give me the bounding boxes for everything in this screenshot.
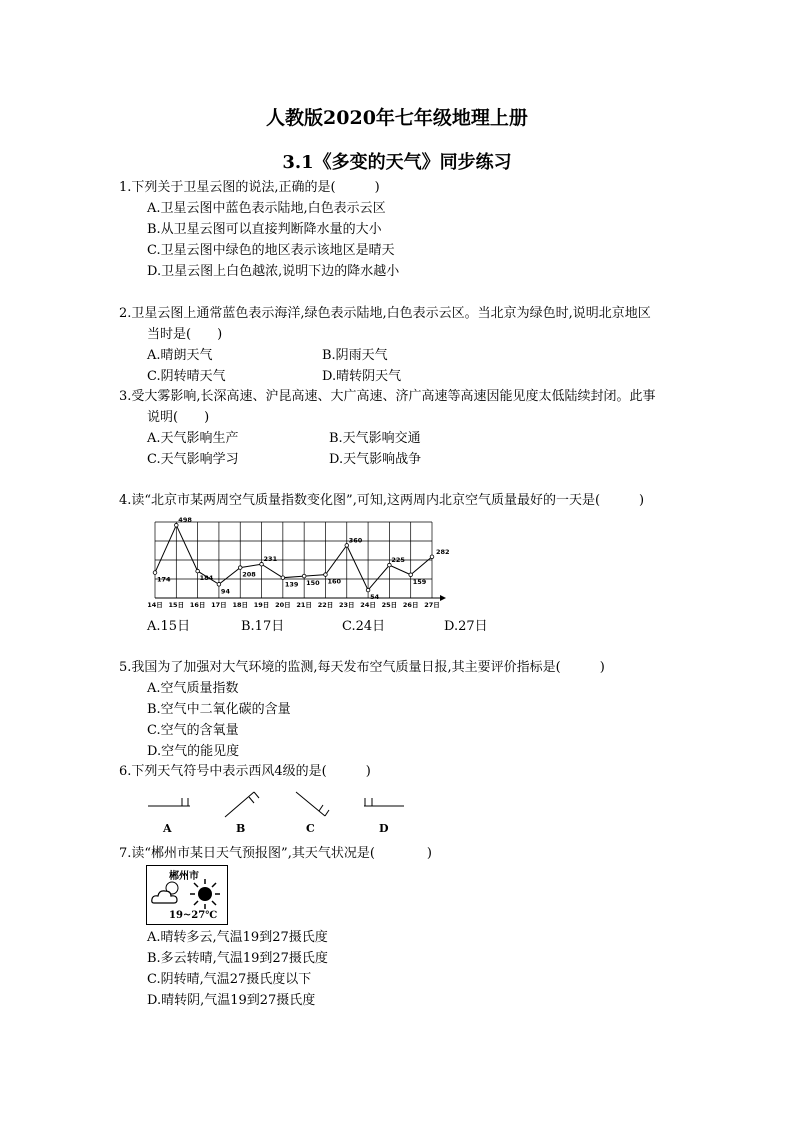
q1-option-b[interactable]: B.从卫星云图可以直接判断降水量的大小: [147, 222, 382, 237]
data-value-label: 208: [242, 570, 256, 579]
q1-option-c[interactable]: C.卫星云图中绿色的地区表示该地区是晴天: [147, 243, 395, 258]
data-point: [409, 573, 413, 577]
cloud-sun-icon: [150, 879, 184, 907]
x-tick-label: 23日: [338, 601, 355, 609]
data-value-label: 225: [391, 556, 405, 565]
data-value-label: 54: [370, 593, 380, 602]
x-tick-label: 17日: [211, 601, 227, 609]
x-tick-label: 19日: [253, 601, 270, 609]
q1-option-d[interactable]: D.卫星云图上白色越浓,说明下边的降水越小: [147, 264, 400, 279]
data-point: [196, 569, 200, 573]
doc-subtitle: 3.1《多变的天气》同步练习: [282, 152, 512, 173]
data-point: [366, 588, 370, 592]
q3-stem: 3.受大雾影响,长深高速、沪昆高速、大广高速、济广高速等高速因能见度太低陆续封闭。此事: [119, 389, 656, 404]
data-value-label: 498: [178, 516, 192, 525]
q5-option-b[interactable]: B.空气中二氧化碳的含量: [147, 702, 291, 717]
x-tick-label: 18日: [232, 601, 249, 609]
x-tick-label: 16日: [189, 601, 206, 609]
q2-stem-cont: 当时是( ): [147, 327, 223, 342]
weather-forecast-box: [146, 865, 228, 925]
aqi-line-chart: [145, 516, 450, 611]
data-point: [217, 582, 221, 586]
sun-icon: [189, 878, 221, 910]
q2-option-d[interactable]: D.晴转阴天气: [322, 369, 402, 384]
q1-stem: 1.下列关于卫星云图的说法,正确的是( ): [119, 180, 380, 195]
data-value-label: 360: [348, 536, 363, 545]
x-tick-label: 26日: [402, 601, 419, 609]
x-tick-label: 21日: [296, 601, 312, 609]
wind-label-b: B: [236, 822, 246, 835]
data-point: [324, 573, 328, 577]
q3-stem-cont: 说明( ): [147, 410, 210, 425]
q7-option-b[interactable]: B.多云转晴,气温19到27摄氏度: [147, 951, 328, 966]
wind-label-c: C: [306, 822, 315, 835]
data-point: [430, 555, 434, 559]
chart-value-labels: [157, 516, 450, 601]
data-point: [281, 576, 285, 580]
wind-symbol-c-icon: [293, 788, 331, 820]
x-tick-label: 22日: [317, 601, 334, 609]
data-point: [153, 571, 157, 575]
doc-title: 人教版2020年七年级地理上册: [266, 107, 528, 129]
q4-stem: 4.读“北京市某两周空气质量指数变化图”,可知,这两周内北京空气质量最好的一天是( ): [119, 493, 645, 508]
x-tick-label: 25日: [381, 601, 398, 609]
data-value-label: 150: [306, 579, 320, 588]
x-tick-label: 20日: [275, 601, 291, 609]
data-point: [302, 574, 306, 578]
q3-option-d[interactable]: D.天气影响战争: [329, 452, 422, 467]
x-tick-label: 15日: [168, 601, 185, 609]
q4-option-d[interactable]: D.27日: [444, 619, 488, 634]
forecast-temp: 19~27℃: [169, 910, 218, 921]
data-value-label: 159: [412, 577, 427, 586]
q7-stem: 7.读“郴州市某日天气预报图”,其天气状况是( ): [119, 846, 432, 861]
q7-option-d[interactable]: D.晴转阴,气温19到27摄氏度: [147, 993, 316, 1008]
q5-option-a[interactable]: A.空气质量指数: [147, 681, 239, 696]
q3-option-b[interactable]: B.天气影响交通: [329, 431, 421, 446]
data-point: [238, 566, 242, 570]
wind-symbol-a-icon: [146, 796, 192, 810]
q2-option-b[interactable]: B.阴雨天气: [322, 348, 388, 363]
q5-stem: 5.我国为了加强对大气环境的监测,每天发布空气质量日报,其主要评价指标是( ): [119, 660, 605, 675]
q4-option-b[interactable]: B.17日: [241, 619, 285, 634]
wind-label-d: D: [379, 822, 389, 835]
q5-option-d[interactable]: D.空气的能见度: [147, 744, 240, 759]
q4-option-a[interactable]: A.15日: [147, 619, 191, 634]
q7-option-a[interactable]: A.晴转多云,气温19到27摄氏度: [147, 930, 328, 945]
wind-symbol-d-icon: [362, 796, 406, 810]
q7-option-c[interactable]: C.阴转晴,气温27摄氏度以下: [147, 972, 312, 987]
data-value-label: 174: [157, 575, 171, 584]
forecast-city: 郴州市: [169, 871, 199, 882]
q6-stem: 6.下列天气符号中表示西风4级的是( ): [119, 764, 371, 779]
q2-option-a[interactable]: A.晴朗天气: [147, 348, 213, 363]
data-value-label: 282: [436, 547, 450, 556]
q5-option-c[interactable]: C.空气的含氧量: [147, 723, 239, 738]
q2-option-c[interactable]: C.阴转晴天气: [147, 369, 226, 384]
x-tick-label: 24日: [360, 601, 376, 609]
q3-option-a[interactable]: A.天气影响生产: [147, 431, 239, 446]
data-value-label: 160: [327, 577, 342, 586]
x-tick-label: 14日: [147, 601, 163, 609]
wind-symbol-b-icon: [222, 788, 262, 820]
data-value-label: 231: [263, 555, 278, 564]
x-tick-label: 27日: [424, 601, 440, 609]
q1-option-a[interactable]: A.卫星云图中蓝色表示陆地,白色表示云区: [147, 201, 386, 216]
wind-label-a: A: [163, 822, 172, 835]
data-value-label: 184: [199, 574, 214, 583]
q3-option-c[interactable]: C.天气影响学习: [147, 452, 239, 467]
x-axis-arrow: [440, 595, 446, 601]
q4-option-c[interactable]: C.24日: [342, 619, 386, 634]
data-value-label: 139: [284, 580, 299, 589]
chart-tick-labels: [147, 601, 440, 609]
data-value-label: 94: [220, 587, 230, 596]
q2-stem: 2.卫星云图上通常蓝色表示海洋,绿色表示陆地,白色表示云区。当北京为绿色时,说明北京地区: [119, 306, 651, 321]
